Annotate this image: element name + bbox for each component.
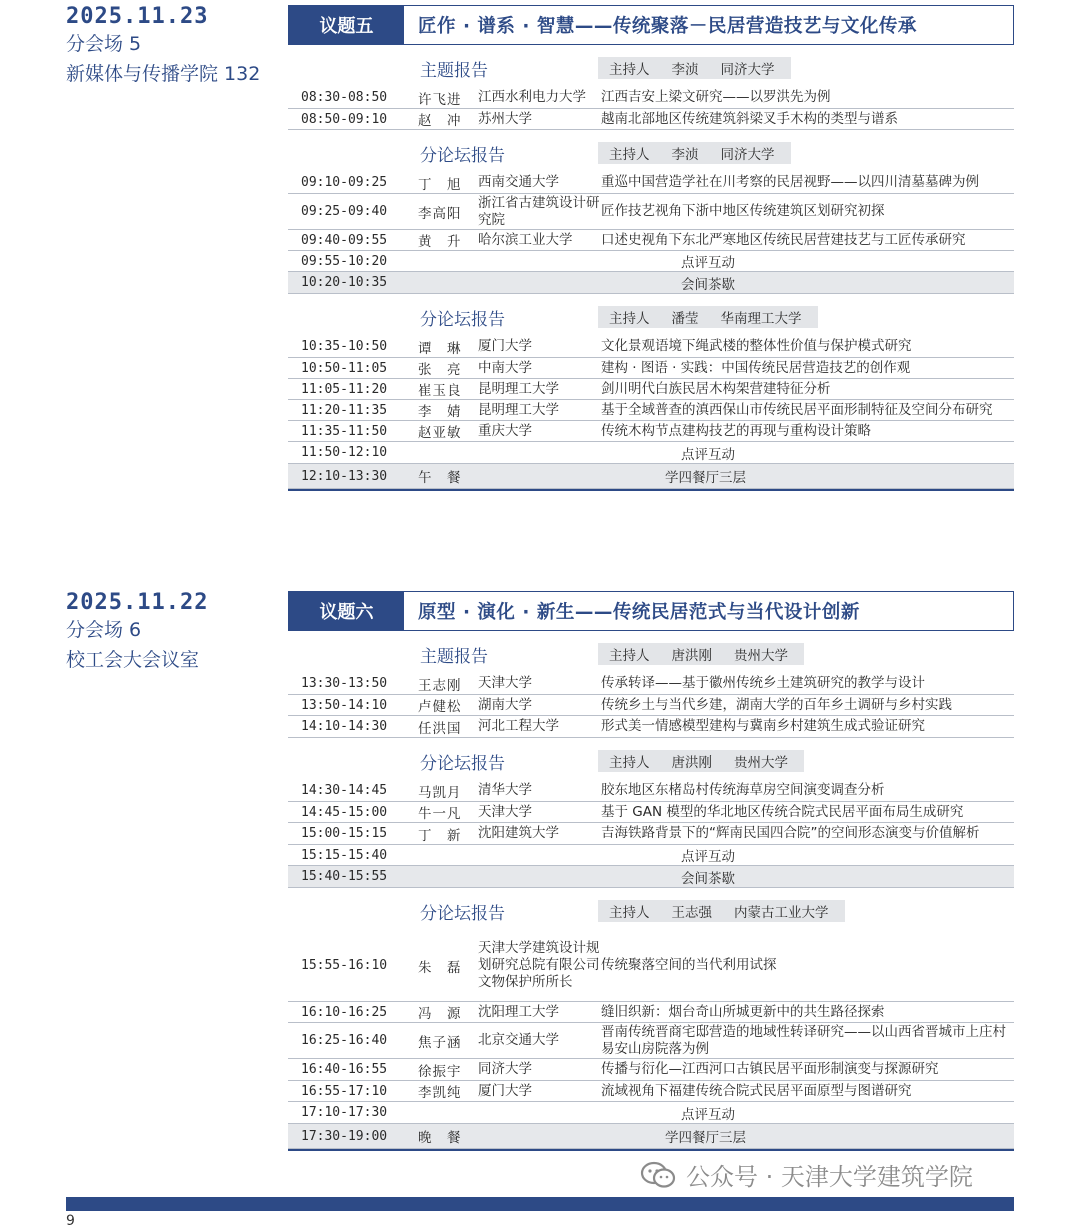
institution-cell: 厦门大学 [478,1082,532,1099]
session5-schedule [288,5,1014,491]
time-cell: 09:40-09:55 [301,232,388,248]
break-label: 点评互动 [681,446,735,463]
schedule-row [288,673,1014,695]
institution-cell: 河北工程大学 [478,718,559,734]
schedule-row [288,400,1014,421]
block-rows [288,780,1014,888]
speaker-cell: 朱 磊 [418,959,462,976]
time-cell: 14:10-14:30 [301,719,388,734]
schedule-row [288,379,1014,400]
break-label: 点评互动 [681,849,735,865]
session6-header [288,591,1014,631]
host-institution: 贵州大学 [734,755,788,771]
session5-sidebar [66,4,260,89]
footer-bar [66,1197,1014,1211]
session5-title: 匠作 · 谱系 · 智慧——传统聚落－民居营造技艺与文化传承 [418,16,917,37]
host-name: 李浈 [671,62,699,78]
speaker-cell: 焦子涵 [418,1034,462,1051]
schedule-row [288,1081,1014,1102]
time-cell: 16:10-16:25 [301,1004,388,1020]
institution-cell: 北京交通大学 [478,1032,559,1048]
block-label: 主题报告 [420,60,488,81]
schedule-break-row [288,1124,1014,1149]
time-cell: 14:30-14:45 [301,783,388,798]
topic-cell: 流域视角下福建传统合院式民居平面原型与图谱研究 [601,1082,912,1099]
schedule-row [288,1059,1014,1081]
time-cell: 08:50-09:10 [301,111,388,127]
schedule-row [288,421,1014,442]
schedule-row [288,780,1014,802]
schedule-row [288,109,1014,130]
session6-room: 校工会大会议室 [66,649,200,671]
session6-title: 原型 · 演化 · 新生——传统民居范式与当代设计创新 [418,602,860,623]
speaker-cell: 午 餐 [418,470,462,486]
schedule-row [288,1023,1014,1059]
session6-date: 2025.11.22 [66,590,209,615]
schedule-row [288,1002,1014,1023]
session6-sidebar [66,590,208,675]
speaker-cell: 徐振宇 [418,1063,462,1080]
block-rows [288,930,1014,1151]
institution-cell: 同济大学 [478,1061,532,1077]
block-header [288,140,1014,166]
block-rows [288,172,1014,294]
host-institution: 同济大学 [720,62,775,78]
break-label: 学四餐厅三层 [665,470,746,486]
institution-cell: 湖南大学 [478,696,532,713]
host-name: 王志强 [671,905,712,921]
topic-cell: 基于 GAN 模型的华北地区传统合院式民居平面布局生成研究 [601,803,964,820]
time-cell: 11:50-12:10 [301,445,388,460]
watermark-text: 公众号 · 天津大学建筑学院 [686,1163,973,1191]
block-header [288,748,1014,774]
speaker-cell: 许飞进 [418,91,462,108]
host-label: 主持人 [609,311,650,327]
session5-venue: 分会场 5 [66,33,142,55]
host-label: 主持人 [609,62,650,78]
speaker-cell: 冯 源 [418,1006,462,1022]
topic-cell: 江西吉安上梁文研究——以罗洪先为例 [601,89,831,105]
time-cell: 13:30-13:50 [301,676,388,691]
institution-cell: 天津大学 [478,803,532,820]
topic-cell: 传统木构节点建构技艺的再现与重构设计策略 [601,422,871,439]
time-cell: 17:30-19:00 [301,1128,388,1144]
time-cell: 10:20-10:35 [301,275,388,290]
schedule-row [288,695,1014,716]
schedule-row [288,336,1014,358]
institution-cell: 中南大学 [478,359,532,376]
host-institution: 贵州大学 [734,648,788,664]
host-name: 李浈 [671,147,699,163]
speaker-cell: 丁 旭 [418,176,462,193]
host-name: 唐洪刚 [671,648,712,664]
time-cell: 16:40-16:55 [301,1062,388,1077]
topic-cell: 传播与衍化—江西河口古镇民居平面形制演变与探源研究 [601,1061,939,1077]
institution-cell: 清华大学 [478,782,532,798]
time-cell: 08:30-08:50 [301,90,388,105]
time-cell: 11:35-11:50 [301,423,388,439]
time-cell: 12:10-13:30 [301,468,388,484]
institution-cell: 重庆大学 [478,422,532,439]
topic-cell: 口述史视角下东北严寒地区传统民居营建技艺与工匠传承研究 [601,231,966,248]
break-label: 学四餐厅三层 [665,1130,746,1146]
topic-cell: 晋南传统晋商宅邸营造的地域性转译研究——以山西省晋城市上庄村易安山房院落为例 [601,1023,1006,1057]
speaker-cell: 晚 餐 [418,1130,462,1146]
session5-date: 2025.11.23 [66,4,209,29]
host-label: 主持人 [609,147,650,163]
session6-venue: 分会场 6 [66,619,142,641]
speaker-cell: 赵 冲 [418,113,462,129]
block-header [288,304,1014,330]
topic-cell: 基于全域普查的滇西保山市传统民居平面形制特征及空间分布研究 [601,401,993,418]
speaker-cell: 赵亚敏 [418,425,462,441]
host-institution: 内蒙古工业大学 [734,905,829,921]
schedule-break-row [288,464,1014,489]
host-bar [598,306,818,328]
break-label: 会间茶歇 [681,276,735,293]
block-label: 分论坛报告 [420,145,505,166]
block-rows [288,336,1014,491]
speaker-cell: 崔玉良 [418,383,462,399]
speaker-cell: 李凯纯 [418,1085,462,1101]
watermark [640,1157,973,1192]
topic-cell: 建构 · 图语 · 实践：中国传统民居营造技艺的创作观 [601,359,911,376]
host-bar [598,57,791,79]
topic-cell: 胶东地区东楮岛村传统海草房空间演变调查分析 [601,782,885,798]
host-bar [598,750,804,772]
speaker-cell: 张 亮 [418,362,462,378]
time-cell: 09:10-09:25 [301,175,388,190]
session6-tag: 议题六 [289,592,404,630]
time-cell: 16:25-16:40 [301,1033,388,1048]
session5-header [288,5,1014,45]
schedule-break-row [288,442,1014,464]
schedule-break-row [288,845,1014,866]
block-label: 分论坛报告 [420,753,505,774]
topic-cell: 传统乡土与当代乡建，湖南大学的百年乡土调研与乡村实践 [601,696,952,713]
schedule-row [288,716,1014,738]
host-bar [598,142,791,164]
schedule-row [288,172,1014,194]
topic-cell: 形式美一情感模型建构与冀南乡村建筑生成式验证研究 [601,718,925,734]
topic-cell: 匠作技艺视角下浙中地区传统建筑区划研究初探 [601,203,885,219]
host-bar [598,900,845,922]
schedule-row [288,230,1014,251]
host-name: 唐洪刚 [671,755,712,771]
speaker-cell: 李 婧 [418,404,462,420]
speaker-cell: 丁 新 [418,827,462,844]
institution-cell: 苏州大学 [478,110,532,127]
time-cell: 15:55-16:10 [301,958,388,973]
session5-tag: 议题五 [289,6,404,44]
time-cell: 09:55-10:20 [301,253,388,269]
block-header [288,898,1014,924]
time-cell: 16:55-17:10 [301,1083,388,1099]
schedule-row [288,802,1014,823]
time-cell: 15:40-15:55 [301,869,388,884]
host-institution: 华南理工大学 [720,311,802,327]
time-cell: 11:05-11:20 [301,381,388,397]
schedule-row [288,823,1014,845]
time-cell: 10:35-10:50 [301,339,388,354]
institution-cell: 沈阳理工大学 [478,1003,559,1020]
schedule-break-row [288,1102,1014,1124]
host-institution: 同济大学 [720,147,775,163]
host-bar [598,643,804,665]
time-cell: 13:50-14:10 [301,697,388,713]
speaker-cell: 黄 升 [418,234,462,250]
time-cell: 15:15-15:40 [301,847,388,863]
topic-cell: 重巡中国营造学社在川考察的民居视野——以四川清墓墓碑为例 [601,174,979,190]
host-label: 主持人 [609,755,650,771]
speaker-cell: 谭 琳 [418,340,462,357]
session6-blocks [288,641,1014,1151]
topic-cell: 越南北部地区传统建筑斜梁叉手木构的类型与谱系 [601,110,898,127]
session6-schedule [288,591,1014,1151]
schedule-break-row [288,866,1014,888]
block-rows [288,87,1014,130]
block-label: 主题报告 [420,646,488,667]
block-rows [288,673,1014,738]
time-cell: 15:00-15:15 [301,826,388,841]
topic-cell: 缝旧织新：烟台奇山所城更新中的共生路径探索 [601,1003,885,1020]
institution-cell: 天津大学 [478,675,532,691]
institution-cell: 沈阳建筑大学 [478,825,559,841]
schedule-row [288,87,1014,109]
topic-cell: 吉海铁路背景下的“辉南民国四合院”的空间形态演变与价值解析 [601,825,980,841]
institution-cell: 浙江省古建筑设计研究院 [478,194,600,228]
schedule-row [288,930,1014,1002]
institution-cell: 西南交通大学 [478,174,559,190]
schedule-break-row [288,272,1014,294]
time-cell: 10:50-11:05 [301,360,388,376]
institution-cell: 厦门大学 [478,338,532,354]
block-header [288,641,1014,667]
block-label: 分论坛报告 [420,309,505,330]
break-label: 会间茶歇 [681,870,735,887]
institution-cell: 哈尔滨工业大学 [478,231,573,248]
time-cell: 11:20-11:35 [301,402,388,418]
topic-cell: 文化景观语境下绳武楼的整体性价值与保护模式研究 [601,338,912,354]
host-label: 主持人 [609,648,650,664]
speaker-cell: 任洪国 [418,720,462,737]
block-header [288,55,1014,81]
time-cell: 14:45-15:00 [301,804,388,820]
block-label: 分论坛报告 [420,903,505,924]
institution-cell: 昆明理工大学 [478,401,559,418]
institution-cell: 江西水利电力大学 [478,89,586,105]
topic-cell: 传承转译——基于徽州传统乡土建筑研究的教学与设计 [601,675,925,691]
topic-cell: 剑川明代白族民居木构架营建特征分析 [601,380,831,397]
speaker-cell: 牛一凡 [418,806,462,822]
host-name: 潘莹 [671,311,699,327]
time-cell: 17:10-17:30 [301,1105,388,1120]
speaker-cell: 李高阳 [418,205,462,222]
wechat-icon [640,1161,676,1189]
speaker-cell: 马凯月 [418,784,462,801]
schedule-row [288,358,1014,379]
break-label: 点评互动 [681,255,735,271]
institution-cell: 昆明理工大学 [478,380,559,397]
institution-cell: 天津大学建筑设计规划研究总院有限公司文物保护所所长 [478,940,600,990]
session5-room: 新媒体与传播学院 132 [66,63,261,85]
host-label: 主持人 [609,905,650,921]
speaker-cell: 卢健松 [418,699,462,715]
schedule-break-row [288,251,1014,272]
break-label: 点评互动 [681,1106,735,1123]
time-cell: 09:25-09:40 [301,204,388,219]
topic-cell: 传统聚落空间的当代利用试探 [601,957,777,973]
speaker-cell: 王志刚 [418,677,462,694]
schedule-row [288,194,1014,230]
session5-blocks [288,55,1014,491]
page-number: 9 [66,1213,75,1229]
